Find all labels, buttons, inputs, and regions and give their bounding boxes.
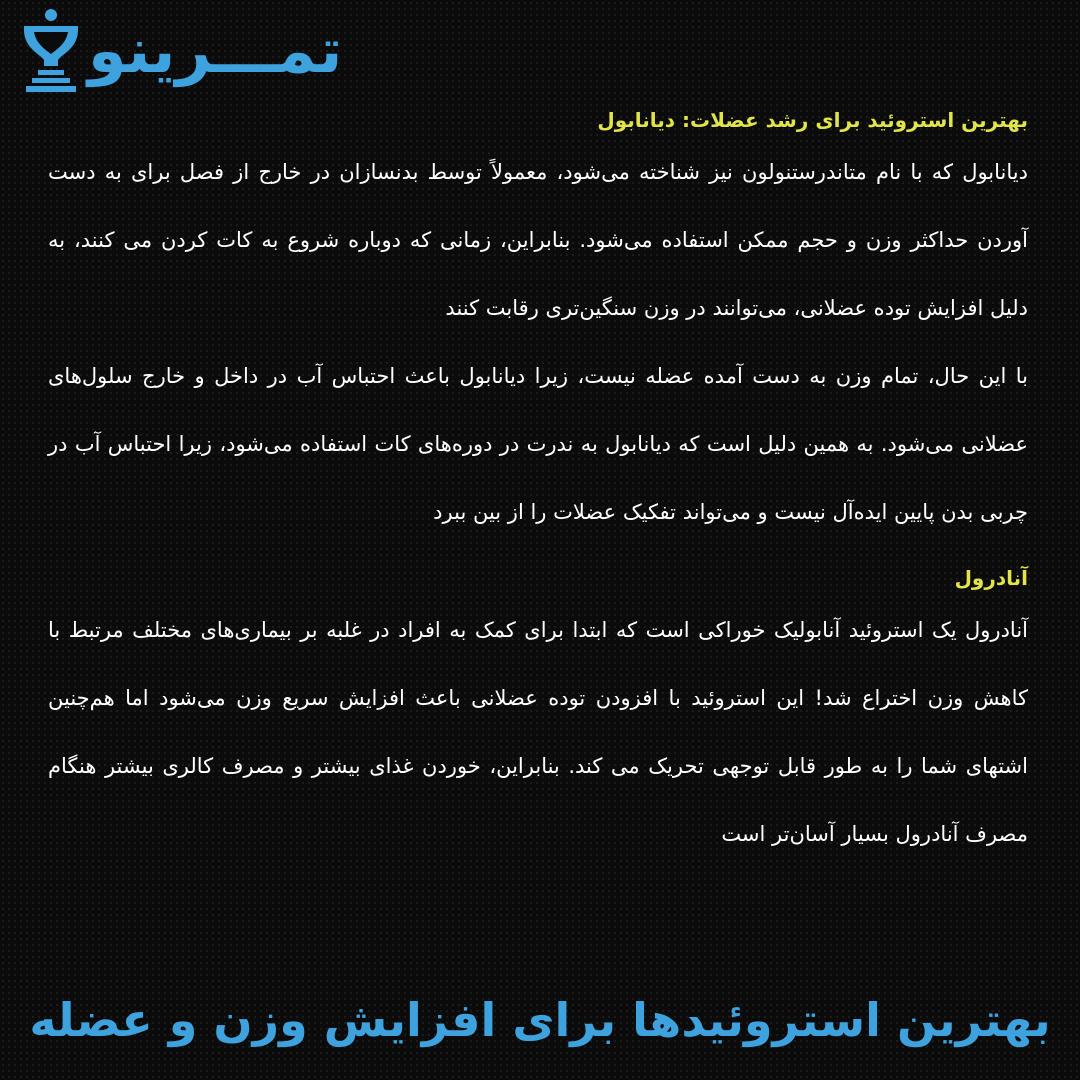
paragraph-dianabol-1: دیانابول که با نام متاندرستنولون نیز شناخته می‌شود، معمولاً توسط بدنسازان در خارج از فصل برای به دست آوردن حداکثر وزن و حجم ممکن استفاده می‌شود. بنابراین، زمانی که دوباره شروع به کات کردن می کنند، به دلیل افزایش توده عضلانی، می‌توانند در وزن سنگین‌تری رقابت کنند: [48, 160, 1028, 320]
paragraph-dianabol-2: با این حال، تمام وزن به دست آمده عضله نیست، زیرا دیانابول باعث احتباس آب در داخل و خارج سلول‌های عضلانی می‌شود. به همین دلیل است که دیانابول به ندرت در دوره‌های کات استفاده می‌شود، زیرا احتباس آب در چربی بدن پایین ایده‌آل نیست و می‌تواند تفکیک عضلات را از بین ببرد: [48, 364, 1028, 524]
section-heading-anadrol: آنادرول: [954, 566, 1028, 590]
paragraph-anadrol-1: آنادرول یک استروئید آنابولیک خوراکی است که ابتدا برای کمک به افراد در غلبه بر بیماری‌های مختلف مرتبط با کاهش وزن اختراع شد! این استروئید با افزودن توده عضلانی باعث افزایش سریع وزن می‌شود اما هم‌چنین اشتهای شما را به طور قابل توجهی تحریک می کند. بنابراین، خوردن غذای بیشتر و مصرف کالری بیشتر هنگام مصرف آنادرول بسیار آسان‌تر است: [48, 618, 1028, 846]
logo-text: تمـــرینو: [88, 14, 343, 87]
article-body: [48, 102, 1028, 868]
section-heading-dianabol: بهترین استروئید برای رشد عضلات: دیانابول: [597, 108, 1028, 132]
trophy-icon: [18, 8, 84, 94]
logo: [18, 6, 342, 96]
footer-title: بهترین استروئیدها برای افزایش وزن و عضله: [29, 993, 1051, 1047]
